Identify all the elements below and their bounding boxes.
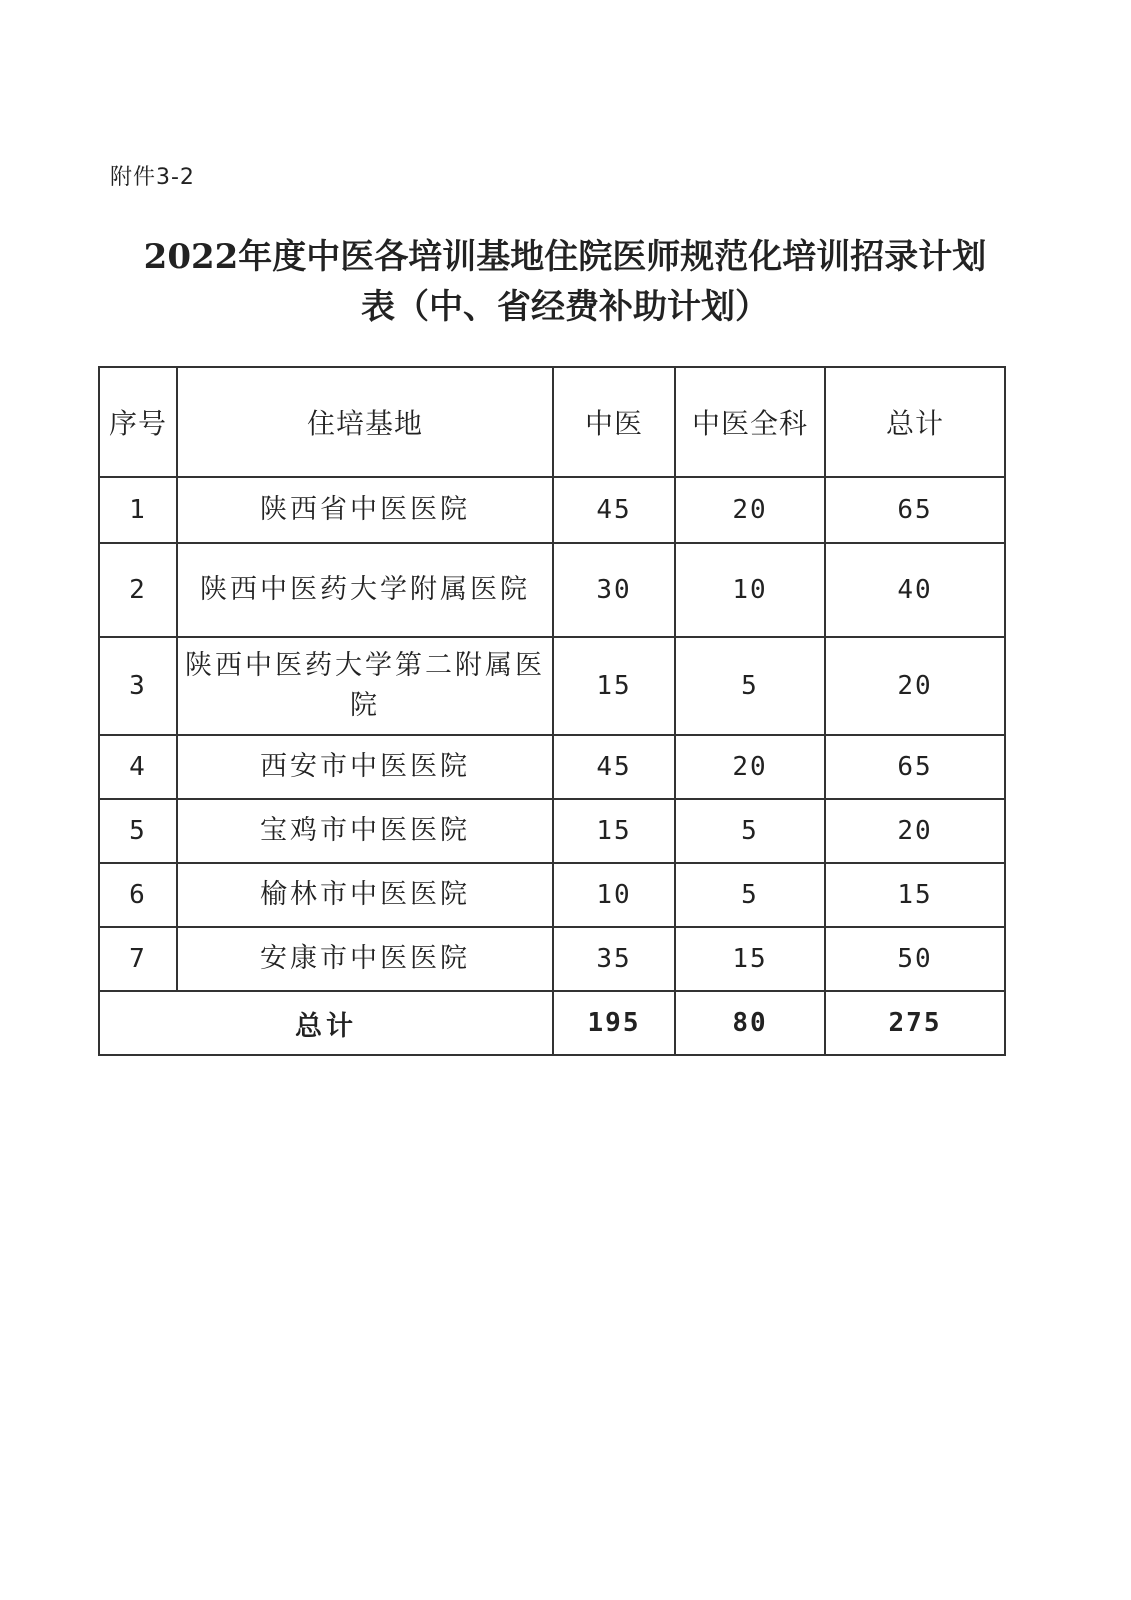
table-row [99, 799, 1005, 863]
cell-serial: 5 [99, 799, 177, 863]
summary-total: 275 [825, 991, 1005, 1055]
cell-total: 50 [825, 927, 1005, 991]
cell-tcm-gp: 5 [675, 799, 825, 863]
cell-tcm: 45 [553, 735, 675, 799]
cell-tcm-gp: 5 [675, 637, 825, 735]
cell-tcm-gp: 15 [675, 927, 825, 991]
cell-serial: 4 [99, 735, 177, 799]
enrollment-plan-table [98, 366, 1006, 1056]
cell-tcm-gp: 10 [675, 543, 825, 637]
table-header-row [99, 367, 1005, 477]
header-tcm: 中医 [553, 367, 675, 477]
cell-tcm: 10 [553, 863, 675, 927]
cell-tcm: 15 [553, 637, 675, 735]
header-total: 总计 [825, 367, 1005, 477]
cell-base: 陕西中医药大学附属医院 [177, 543, 553, 637]
header-base: 住培基地 [177, 367, 553, 477]
cell-total: 65 [825, 735, 1005, 799]
header-tcm-gp: 中医全科 [675, 367, 825, 477]
attachment-label: 附件3-2 [110, 165, 195, 190]
cell-serial: 2 [99, 543, 177, 637]
cell-base: 陕西省中医医院 [177, 477, 553, 543]
summary-tcm: 195 [553, 991, 675, 1055]
table-row [99, 735, 1005, 799]
cell-base: 榆林市中医医院 [177, 863, 553, 927]
cell-serial: 6 [99, 863, 177, 927]
cell-tcm: 35 [553, 927, 675, 991]
document-title [100, 232, 1030, 332]
cell-tcm-gp: 5 [675, 863, 825, 927]
cell-tcm: 15 [553, 799, 675, 863]
cell-base: 陕西中医药大学第二附属医院 [177, 637, 553, 735]
title-line-2: 表（中、省经费补助计划） [361, 287, 769, 327]
cell-total: 20 [825, 799, 1005, 863]
cell-base: 宝鸡市中医医院 [177, 799, 553, 863]
cell-base: 西安市中医医院 [177, 735, 553, 799]
cell-total: 20 [825, 637, 1005, 735]
cell-total: 65 [825, 477, 1005, 543]
summary-tcm-gp: 80 [675, 991, 825, 1055]
cell-serial: 1 [99, 477, 177, 543]
cell-base: 安康市中医医院 [177, 927, 553, 991]
cell-tcm: 45 [553, 477, 675, 543]
table-row [99, 637, 1005, 735]
title-line-1: 2022年度中医各培训基地住院医师规范化培训招录计划 [143, 237, 987, 277]
cell-tcm-gp: 20 [675, 735, 825, 799]
header-serial: 序号 [99, 367, 177, 477]
table-row [99, 543, 1005, 637]
cell-serial: 3 [99, 637, 177, 735]
table-row [99, 863, 1005, 927]
table-row [99, 477, 1005, 543]
summary-label: 总计 [99, 991, 553, 1055]
cell-serial: 7 [99, 927, 177, 991]
cell-total: 15 [825, 863, 1005, 927]
cell-total: 40 [825, 543, 1005, 637]
cell-tcm: 30 [553, 543, 675, 637]
summary-row [99, 991, 1005, 1055]
table-row [99, 927, 1005, 991]
cell-tcm-gp: 20 [675, 477, 825, 543]
